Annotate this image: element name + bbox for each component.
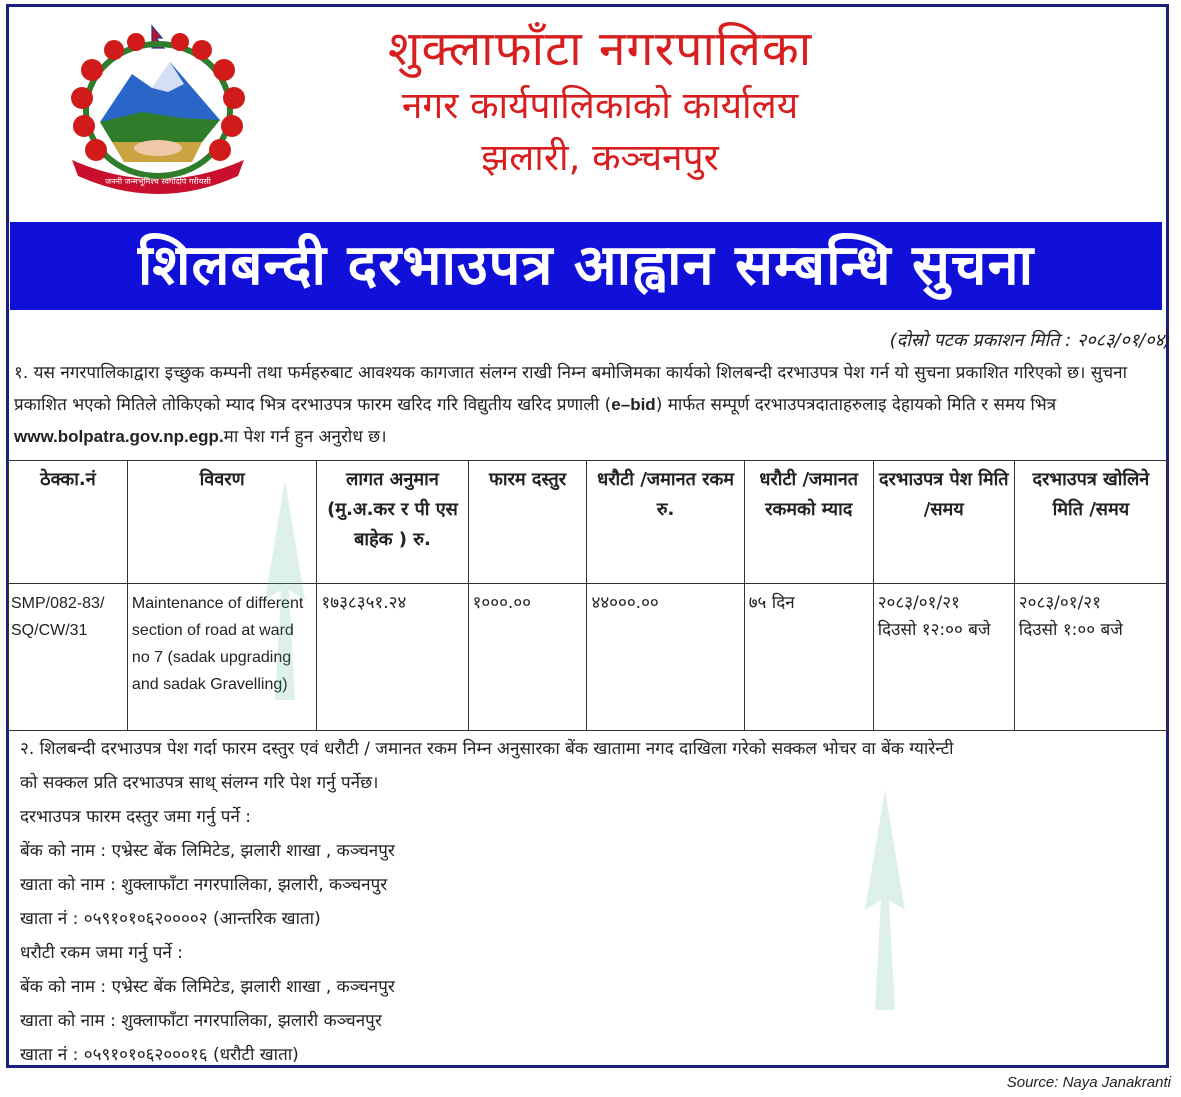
para1-text-b: ) मार्फत सम्पूर्ण दरभाउपत्रदाताहरुलाइ देहायको मिति र समय भित्र: [655, 395, 1057, 415]
notice-title-banner: शिलबन्दी दरभाउपत्र आह्वान सम्बन्धि सुचना: [10, 222, 1162, 310]
publication-date-note: (दोस्रो पटक प्रकाशन मिति : २०८३/०१/०४): [889, 330, 1171, 351]
col-submission-datetime: दरभाउपत्र पेश मिति /समय: [873, 461, 1014, 584]
cell-opening-datetime: [1014, 584, 1167, 731]
table-row: [9, 584, 1168, 731]
col-security-validity: धरौटी /जमानत रकमको म्याद: [744, 461, 873, 584]
col-bid-security: धरौटी /जमानत रकम रु.: [587, 461, 744, 584]
col-contract-no: ठेक्का.नं: [9, 461, 128, 584]
cell-form-fee: १०००.००: [468, 584, 587, 731]
opening-time: दिउसो १:०० बजे: [1018, 620, 1123, 640]
cell-bid-security: ४४०००.००: [587, 584, 744, 731]
security-account-number: खाता नं : ०५९१०१०६२०००१६ (धरौटी खाता): [20, 1045, 299, 1065]
para1-text-a: १. यस नगरपालिकाद्वारा इच्छुक कम्पनी तथा फर्महरुबाट आवश्यक कागजात संलग्न राखी निम्न बमोजिमका कार्यको शिलबन्दी दरभाउपत्र पेश गर्न यो सुचना प्रकाशित गरिएको छ। सुचना प्रकाशित भएको मितिले तोकिएको म्याद भित्र दरभाउपत्र फारम खरिद गरि विद्युतीय खरिद प्रणाली (: [14, 363, 1128, 415]
table-header-row: [9, 461, 1168, 584]
office-name: नगर कार्यपालिकाको कार्यालय: [401, 84, 799, 127]
cell-security-validity: ७५ दिन: [744, 584, 873, 731]
cell-cost-estimate: १७३८३५१.२४: [317, 584, 468, 731]
letterhead: [300, 18, 900, 184]
office-location: झलारी, कञ्चनपुर: [481, 136, 719, 179]
source-credit: Source: Naya Janakranti: [1006, 1074, 1171, 1091]
security-bank-name: बेंक को नाम : एभ्रेस्ट बेंक लिमिटेड, झलारी शाखा , कञ्चनपुर: [20, 977, 395, 997]
ebid-label: e–bid: [611, 395, 656, 414]
cell-contract-no: SMP/082-83/ SQ/CW/31: [9, 584, 128, 731]
form-fee-account-number: खाता नं : ०५९१०१०६२००००२ (आन्तरिक खाता): [20, 909, 321, 929]
col-form-fee: फारम दस्तुर: [468, 461, 587, 584]
nepal-emblem-icon: [52, 22, 264, 198]
notice-paragraph-2: [20, 732, 1165, 1072]
col-cost-estimate: लागत अनुमान (मु.अ.कर र पी एस बाहेक ) रु.: [317, 461, 468, 584]
submission-date: २०८३/०१/२१: [877, 593, 960, 613]
notice-paragraph-1: [14, 357, 1164, 453]
form-fee-deposit-heading: दरभाउपत्र फारम दस्तुर जमा गर्नु पर्ने :: [20, 807, 252, 827]
col-description: विवरण: [127, 461, 316, 584]
municipality-name: शुक्लाफाँटा नगरपालिका: [387, 21, 813, 77]
security-deposit-heading: धरौटी रकम जमा गर्नु पर्ने :: [20, 943, 183, 963]
emblem-motto: जननी जन्मभूमिश्च स्वर्गादपि गरीयसी: [105, 177, 211, 186]
opening-date: २०८३/०१/२१: [1018, 593, 1101, 613]
para2-line: २. शिलबन्दी दरभाउपत्र पेश गर्दा फारम दस्तुर एवं धरौटी / जमानत रकम निम्न अनुसारका बेंक खातामा नगद दाखिला गरेको सक्कल भोचर वा बेंक ग्यारेन्टी: [20, 739, 954, 759]
cell-submission-datetime: [873, 584, 1014, 731]
para1-text-c: मा पेश गर्न हुन अनुरोध छ।: [223, 427, 387, 447]
para2-line: को सक्कल प्रति दरभाउपत्र साथ् संलग्न गरि पेश गर्नु पर्नेछ।: [20, 773, 379, 793]
egp-portal-link[interactable]: www.bolpatra.gov.np.egp.: [14, 427, 224, 446]
col-opening-datetime: दरभाउपत्र खोलिने मिति /समय: [1014, 461, 1167, 584]
submission-time: दिउसो १२:०० बजे: [877, 620, 991, 640]
cell-description: Maintenance of different section of road at ward no 7 (sadak upgrading and sadak Gravelling): [127, 584, 316, 731]
security-account-name: खाता को नाम : शुक्लाफाँटा नगरपालिका, झलारी कञ्चनपुर: [20, 1011, 382, 1031]
form-fee-bank-name: बेंक को नाम : एभ्रेस्ट बेंक लिमिटेड, झलारी शाखा , कञ्चनपुर: [20, 841, 395, 861]
form-fee-account-name: खाता को नाम : शुक्लाफाँटा नगरपालिका, झलारी, कञ्चनपुर: [20, 875, 388, 895]
tender-table: [8, 460, 1168, 731]
